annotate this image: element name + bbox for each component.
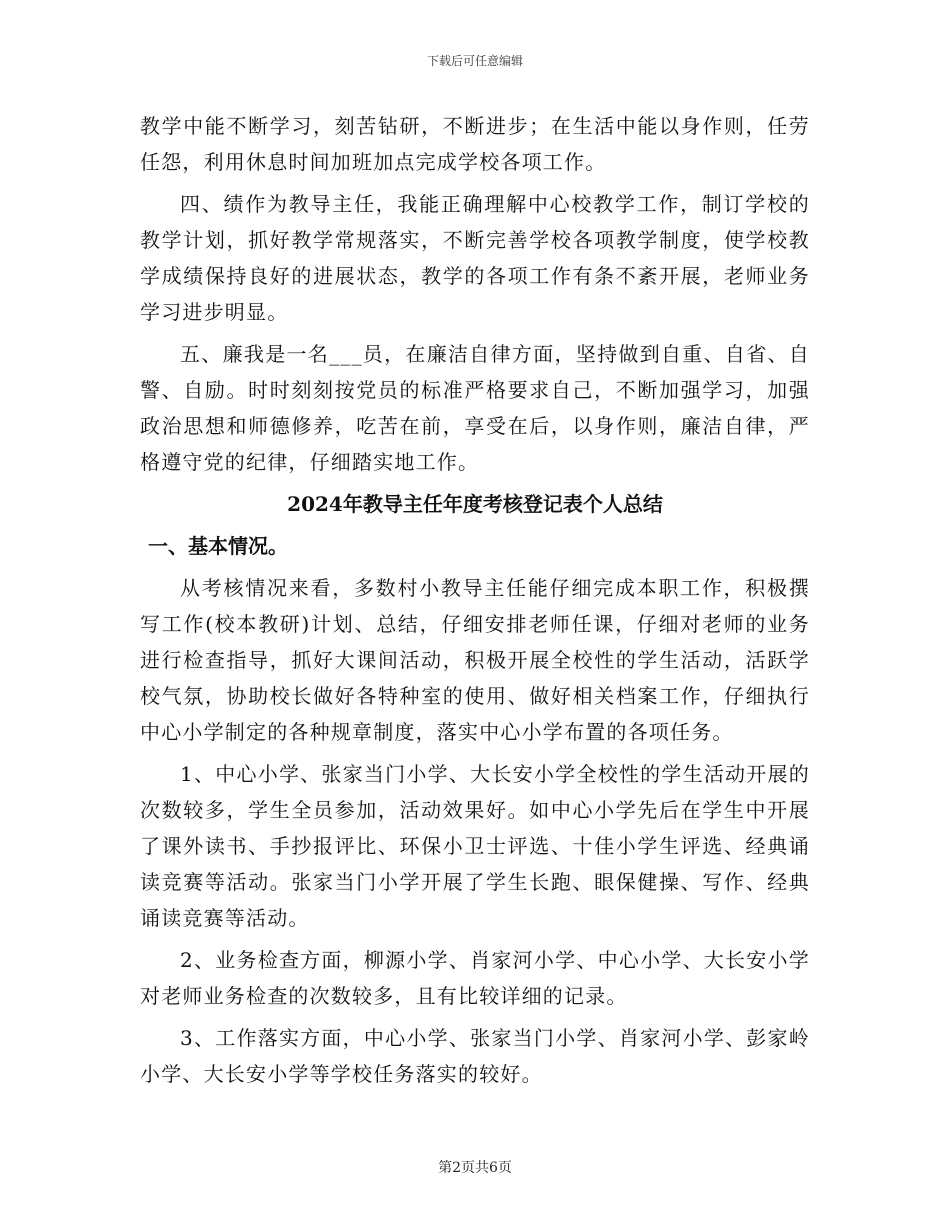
paragraph-overview: 从考核情况来看，多数村小教导主任能仔细完成本职工作，积极撰写工作(校本教研)计划、总结，仔细安排老师任课，仔细对老师的业务进行检查指导，抓好大课间活动，积极开展全校性的学生活动，活跃学校气氛，协助校长做好各特种室的使用、做好相关档案工作，仔细执行中心小学制定的各种规章制度，落实中心小学布置的各项任务。 bbox=[140, 576, 810, 744]
paragraph-integrity: 五、廉我是一名___员，在廉洁自律方面，坚持做到自重、自省、自警、自励。时时刻刻按党员的标准严格要求自己，不断加强学习，加强政治思想和师德修养，吃苦在前，享受在后，以身作则，廉洁自律，严格遵守党的纪律，仔细踏实地工作。 bbox=[140, 342, 810, 474]
paragraph-achievement: 四、绩作为教导主任，我能正确理解中心校教学工作，制订学校的教学计划，抓好教学常规落实，不断完善学校各项教学制度，使学校教学成绩保持良好的进展状态，教学的各项工作有条不紊开展，老师业务学习进步明显。 bbox=[140, 192, 810, 324]
section-title: 2024年教导主任年度考核登记表个人总结 bbox=[287, 492, 663, 516]
page-footer: 第2页共6页 bbox=[438, 1160, 512, 1176]
section-heading-basic: 一、基本情况。 bbox=[148, 534, 288, 558]
paragraph-continuation: 教学中能不断学习，刻苦钻研，不断进步；在生活中能以身作则，任劳任怨，利用休息时间加班加点完成学校各项工作。 bbox=[140, 114, 810, 174]
document-body bbox=[140, 108, 810, 1098]
paragraph-item-2: 2、业务检查方面，柳源小学、肖家河小学、中心小学、大长安小学对老师业务检查的次数较多，且有比较详细的记录。 bbox=[140, 948, 810, 1008]
paragraph-item-3: 3、工作落实方面，中心小学、张家当门小学、肖家河小学、彭家岭小学、大长安小学等学校任务落实的较好。 bbox=[140, 1026, 810, 1086]
paragraph-item-1: 1、中心小学、张家当门小学、大长安小学全校性的学生活动开展的次数较多，学生全员参加，活动效果好。如中心小学先后在学生中开展了课外读书、手抄报评比、环保小卫士评选、十佳小学生评选、经典诵读竞赛等活动。张家当门小学开展了学生长跑、眼保健操、写作、经典诵读竞赛等活动。 bbox=[140, 762, 810, 930]
page-header: 下载后可任意编辑 bbox=[426, 54, 523, 68]
